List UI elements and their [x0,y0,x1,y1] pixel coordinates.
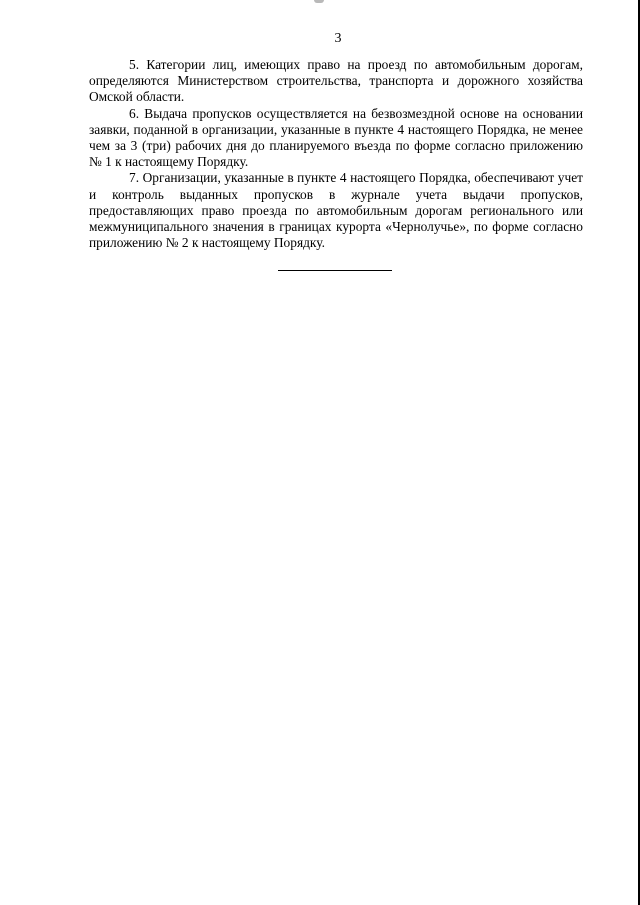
paragraph-7: 7. Организации, указанные в пункте 4 настоящего Порядка, обеспечивают учет и контроль выданных пропусков в журнале учета выдачи пропусков, предоставляющих право проезда по автомобильным дорогам регионального или межмуниципального значения в границах курорта «Чернолучье», по форме согласно приложению № 2 к настоящему Порядку. [89,170,583,251]
paragraph-6: 6. Выдача пропусков осуществляется на безвозмездной основе на основании заявки, поданной в организации, указанные в пункте 4 настоящего Порядка, не менее чем за 3 (три) рабочих дня до планируемого въезда по форме согласно приложению № 1 к настоящему Порядку. [89,105,583,170]
scan-artifact [314,0,324,3]
document-body [89,57,583,251]
end-of-text-rule [278,270,392,271]
paragraph-5: 5. Категории лиц, имеющих право на проезд по автомобильным дорогам, определяются Министерством строительства, транспорта и дорожного хозяйства Омской области. [89,57,583,105]
page-number: 3 [334,31,342,46]
